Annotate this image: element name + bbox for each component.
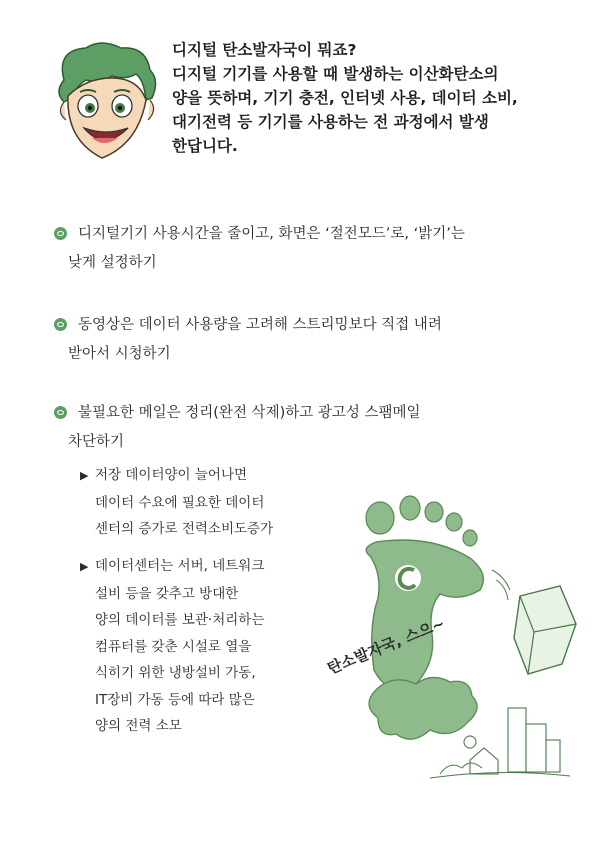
- intro-question: 디지털 탄소발자국이 뭐죠?: [172, 41, 357, 59]
- sub-point-text: 설비 등을 갖추고 방대한: [95, 585, 239, 602]
- sub-point-text: 양의 데이터를 보관·처리하는: [95, 612, 265, 628]
- sub-point-text: 양의 전력 소모: [95, 718, 182, 734]
- sub-point-text: 센터의 증가로 전력소비도증가: [95, 521, 274, 537]
- footprint-sole: [366, 540, 483, 690]
- tip-text: 동영상은 데이터 사용량을 고려해 스트리밍보다 직접 내려: [78, 317, 442, 333]
- tip-item: [54, 220, 544, 278]
- house-icon: [470, 748, 498, 774]
- footprint-toe: [425, 502, 443, 522]
- sub-point-text: 저장 데이터양이 늘어나면: [95, 467, 248, 483]
- tip-text: 받아서 시청하기: [68, 346, 171, 362]
- building-icon: [526, 724, 546, 772]
- building-icon: [508, 708, 526, 772]
- sub-point-text: IT장비 가동 등에 따라 많은: [95, 691, 255, 708]
- footprint-toe: [463, 530, 477, 546]
- character-avatar: [46, 40, 164, 170]
- tip-text: 낮게 설정하기: [68, 255, 157, 271]
- sub-point-text: 컴퓨터를 갖춘 시설로 열을: [95, 638, 252, 655]
- intro-text: [172, 38, 572, 158]
- sub-point: [80, 553, 320, 740]
- footprint-toe: [400, 496, 420, 520]
- tip-text: 차단하기: [68, 434, 125, 450]
- intro-line: 한답니다.: [172, 137, 238, 155]
- tip-item: [54, 399, 544, 457]
- tip-item: [54, 311, 544, 369]
- sub-point-text: 데이터 수요에 필요한 데이터: [95, 494, 265, 511]
- footprint-toe: [446, 513, 462, 531]
- right-triangle-icon: ▶: [80, 469, 89, 482]
- circle-bullet-icon: [54, 227, 67, 240]
- circle-bullet-icon: [54, 406, 67, 419]
- building-icon: [546, 740, 560, 772]
- sub-point-text: 식히기 위한 냉방설비 가동,: [95, 665, 256, 681]
- footprint-toe: [366, 502, 394, 534]
- smoke-cloud: [369, 677, 477, 739]
- tip-text: 불필요한 메일은 정리(완전 삭제)하고 광고성 스팸메일: [78, 405, 421, 421]
- circle-bullet-icon: [54, 318, 67, 331]
- intro-line: 디지털 기기를 사용할 때 발생하는 이산화탄소의: [172, 65, 499, 83]
- carbon-footprint-illustration: [320, 478, 590, 798]
- right-triangle-icon: ▶: [80, 560, 89, 573]
- illustration-caption: 탄소발자국, 스으~: [324, 614, 448, 678]
- intro-line: 대기전력 등 기기를 사용하는 전 과정에서 발생: [172, 113, 489, 131]
- sub-point: [80, 462, 320, 543]
- intro-line: 양을 뜻하며, 기기 충전, 인터넷 사용, 데이터 소비,: [172, 89, 518, 107]
- sub-point-text: 데이터센터는 서버, 네트워크: [95, 558, 265, 574]
- tip-text: 디지털기기 사용시간을 줄이고, 화면은 ‘절전모드’로, ‘밝기’는: [78, 226, 465, 242]
